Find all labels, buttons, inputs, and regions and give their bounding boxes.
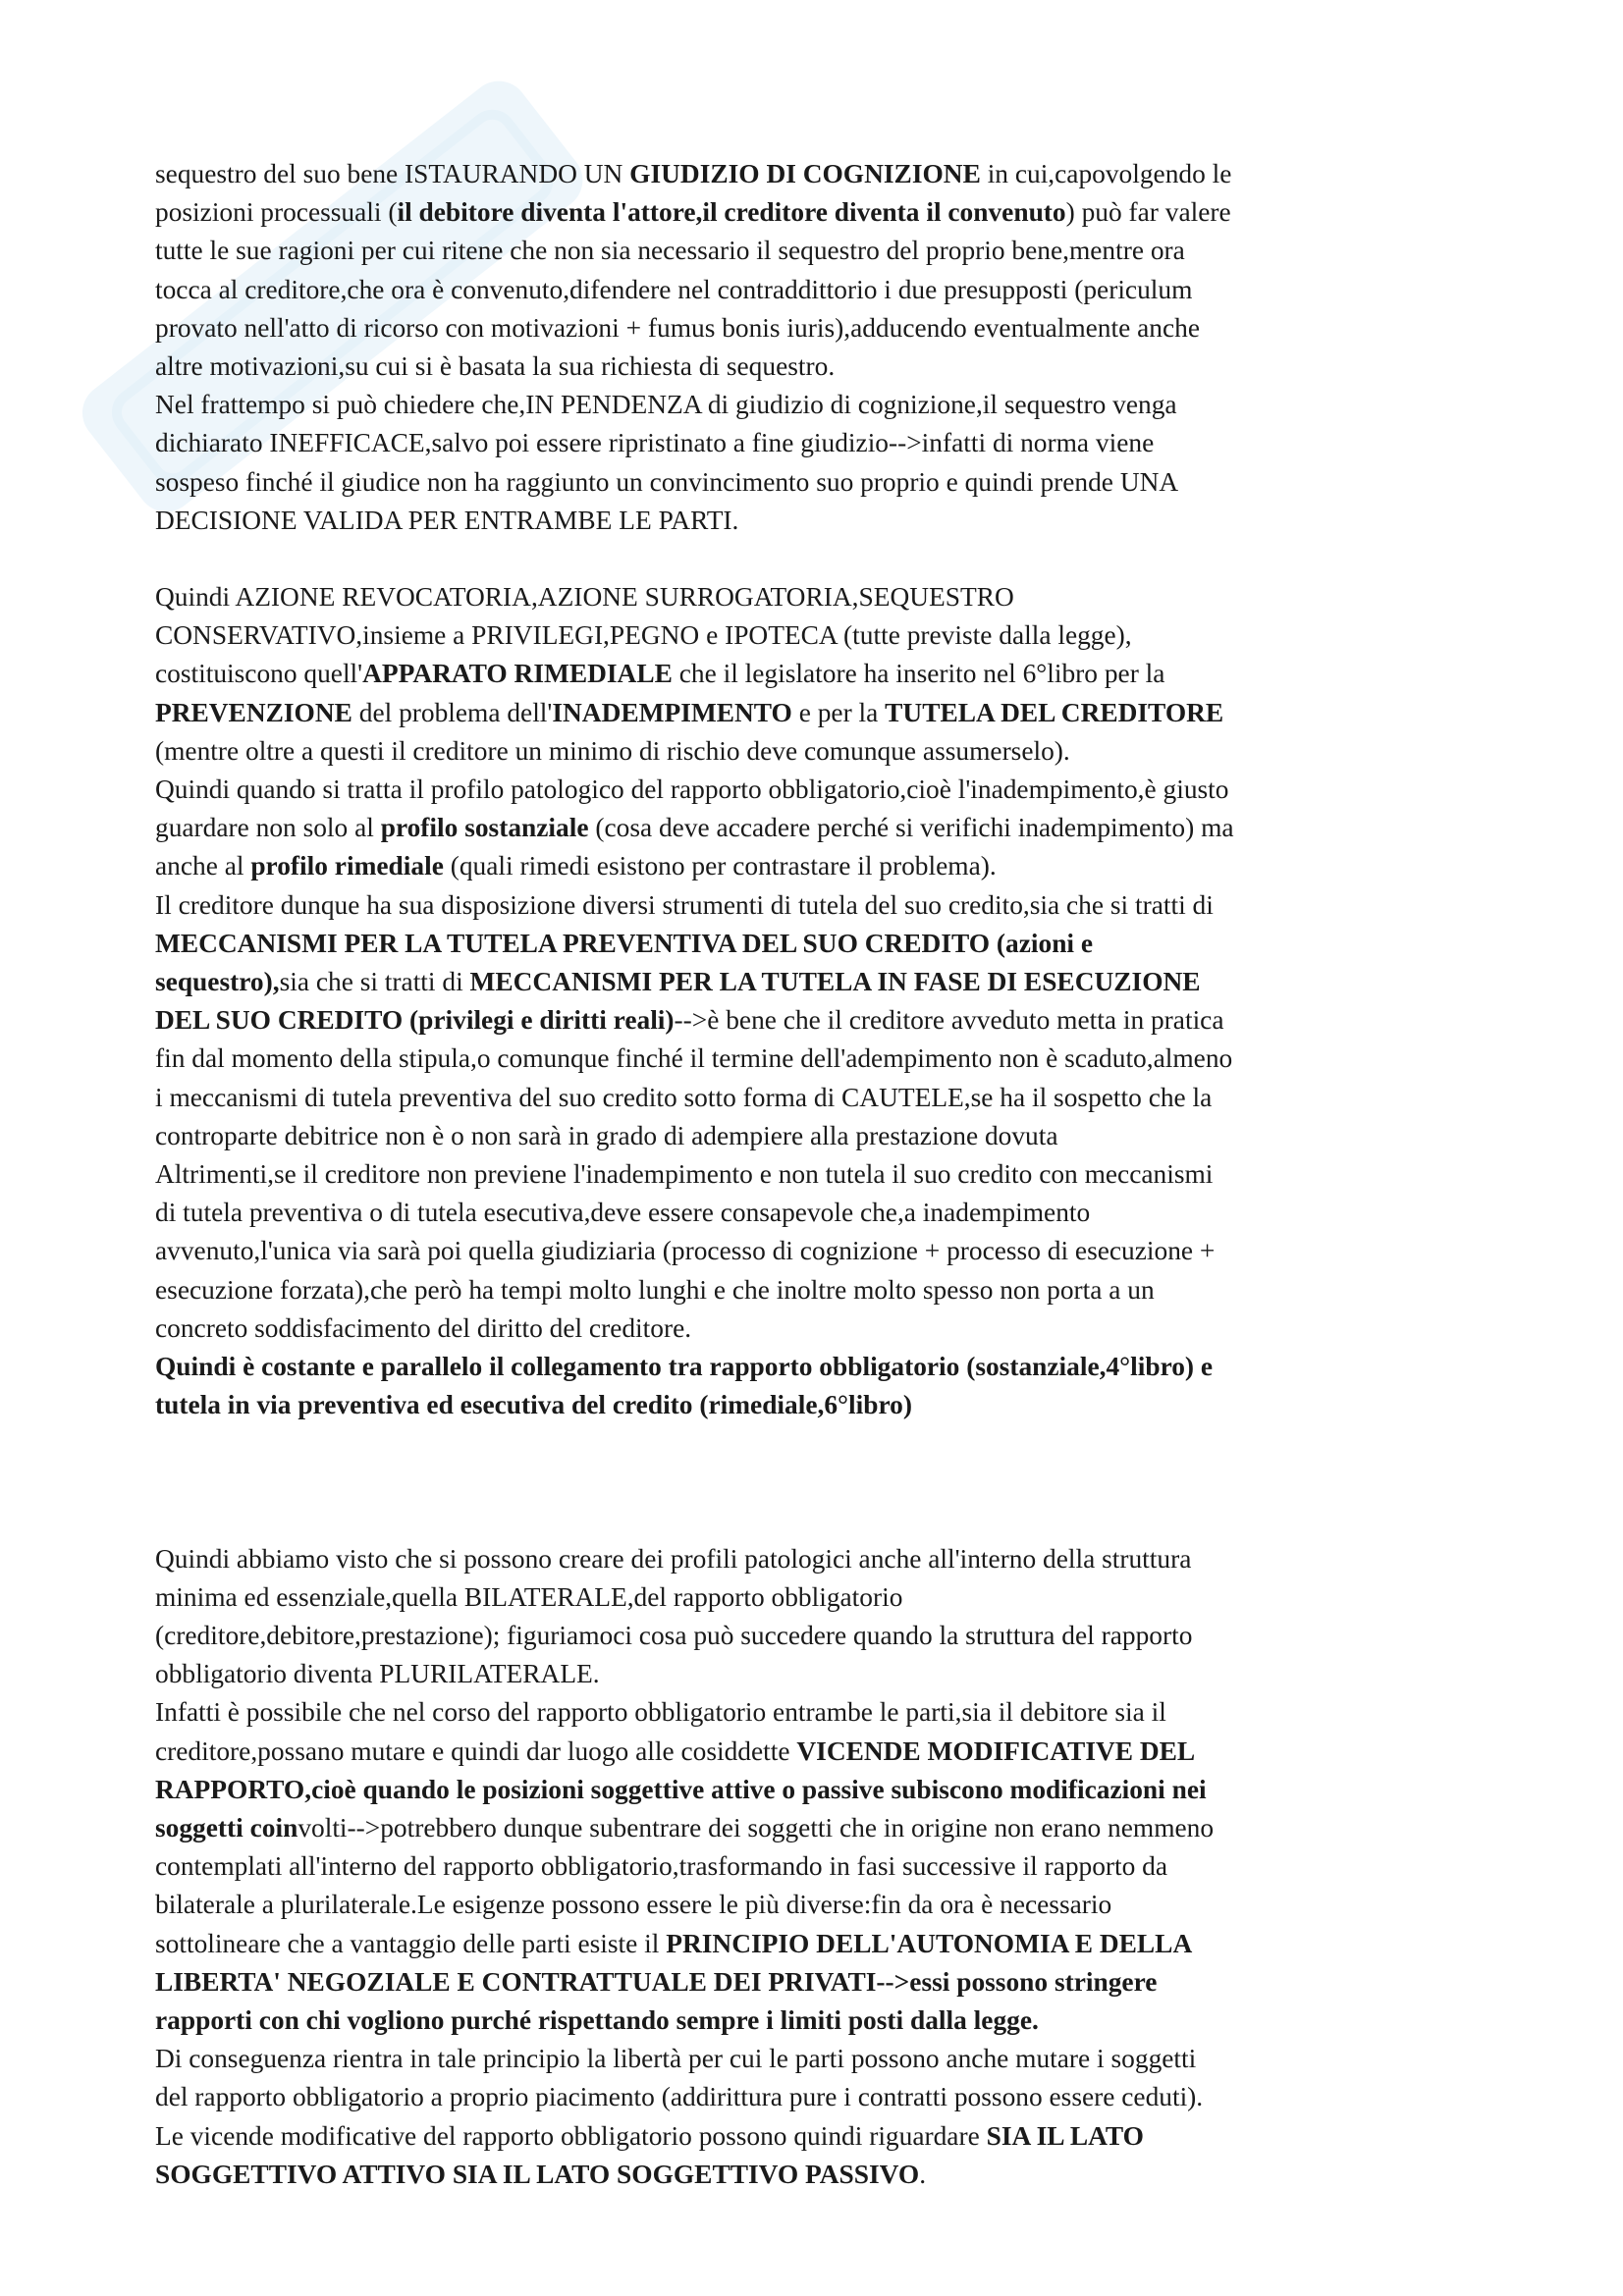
text-run: bilaterale a plurilaterale.Le esigenze possono essere le più diverse:fin da ora è necessario xyxy=(155,1890,1112,1920)
paragraph xyxy=(155,771,1490,886)
bold-text-run: APPARATO RIMEDIALE xyxy=(362,659,673,689)
text-run: (creditore,debitore,prestazione); figuriamoci cosa può succedere quando la struttura del rapporto xyxy=(155,1620,1193,1650)
bold-text-run: RAPPORTO,cioè quando le posizioni soggettive attive o passive subiscono modificazioni nei xyxy=(155,1774,1207,1804)
paragraph xyxy=(155,155,1490,386)
bold-text-run: rapporti con chi vogliono purché rispettando sempre i limiti posti dalla legge. xyxy=(155,2004,1039,2035)
text-run: contemplati all'interno del rapporto obbligatorio,trasformando in fasi successive il rapporto da xyxy=(155,1851,1168,1882)
text-run: (quali rimedi esistono per contrastare il problema). xyxy=(443,851,997,881)
bold-text-run: SOGGETTIVO ATTIVO SIA IL LATO SOGGETTIVO PASSIVO xyxy=(155,2159,920,2189)
text-run: Quindi quando si tratta il profilo patologico del rapporto obbligatorio,cioè l'inadempimento,è giusto xyxy=(155,774,1229,805)
text-run: fin dal momento della stipula,o comunque finché il termine dell'adempimento non è scaduto,almeno xyxy=(155,1043,1233,1074)
text-run: ) può far valere xyxy=(1065,197,1231,228)
paragraph xyxy=(155,2040,1490,2116)
text-run: sequestro del suo bene ISTAURANDO UN xyxy=(155,159,630,188)
bold-text-run: MECCANISMI PER LA TUTELA IN FASE DI ESECUZIONE xyxy=(469,967,1201,997)
bold-text-run: il debitore diventa l'attore,il creditore diventa il convenuto xyxy=(397,197,1066,228)
paragraph-gap xyxy=(155,540,1490,578)
text-run: provato nell'atto di ricorso con motivazioni + fumus bonis iuris),adducendo eventualmente anche xyxy=(155,312,1200,343)
document-body xyxy=(155,155,1490,2194)
text-run: creditore,possano mutare e quindi dar luogo alle cosiddette xyxy=(155,1735,797,1766)
paragraph xyxy=(155,1348,1490,1424)
bold-text-run: Quindi è costante e parallelo il collegamento tra rapporto obbligatorio (sostanziale,4°libro) e xyxy=(155,1352,1214,1382)
text-run: CONSERVATIVO,insieme a PRIVILEGI,PEGNO e IPOTECA (tutte previste dalla legge), xyxy=(155,620,1132,651)
bold-text-run: tutela in via preventiva ed esecutiva del credito (rimediale,6°libro) xyxy=(155,1390,912,1420)
text-run: volti-->potrebbero dunque subentrare dei soggetti che in origine non erano nemmeno xyxy=(298,1812,1215,1842)
text-run: Infatti è possibile che nel corso del rapporto obbligatorio entrambe le parti,sia il debitore sia il xyxy=(155,1697,1166,1728)
text-run: Quindi abbiamo visto che si possono creare dei profili patologici anche all'interno della struttura xyxy=(155,1543,1192,1574)
paragraph xyxy=(155,886,1490,1155)
bold-text-run: INADEMPIMENTO xyxy=(552,697,792,727)
text-run: i meccanismi di tutela preventiva del suo credito sotto forma di CAUTELE,se ha il sospetto che la xyxy=(155,1082,1213,1112)
text-run: tocca al creditore,che ora è convenuto,difendere nel contraddittorio i due presupposti (periculum xyxy=(155,274,1193,304)
text-run: posizioni processuali ( xyxy=(155,197,398,228)
bold-text-run: VICENDE MODIFICATIVE DEL xyxy=(796,1735,1196,1766)
text-run: di tutela preventiva o di tutela esecutiva,deve essere consapevole che,a inadempimento xyxy=(155,1198,1091,1228)
paragraph-gap xyxy=(155,1425,1490,1540)
text-run: avvenuto,l'unica via sarà poi quella giudiziaria (processo di cognizione + processo di esecuzione + xyxy=(155,1236,1216,1266)
text-run: Il creditore dunque ha sua disposizione diversi strumenti di tutela del suo credito,sia che si tratti di xyxy=(155,889,1214,920)
text-run: dichiarato INEFFICACE,salvo poi essere ripristinato a fine giudizio-->infatti di norma viene xyxy=(155,428,1155,458)
bold-text-run: profilo sostanziale xyxy=(380,813,589,843)
bold-text-run: sequestro), xyxy=(155,967,280,997)
text-run: anche al xyxy=(155,851,251,881)
bold-text-run: PREVENZIONE xyxy=(155,697,352,727)
bold-text-run: MECCANISMI PER LA TUTELA PREVENTIVA DEL SUO CREDITO (azioni e xyxy=(155,928,1094,958)
paragraph xyxy=(155,1540,1490,1694)
text-run: tutte le sue ragioni per cui ritene che non sia necessario il sequestro del proprio bene,mentre ora xyxy=(155,236,1185,266)
text-run: concreto soddisfacimento del diritto del creditore. xyxy=(155,1312,692,1343)
text-run: minima ed essenziale,quella BILATERALE,del rapporto obbligatorio xyxy=(155,1581,903,1612)
text-run: (cosa deve accadere perché si verifichi inadempimento) ma xyxy=(588,813,1234,843)
bold-text-run: PRINCIPIO DELL'AUTONOMIA E DELLA xyxy=(666,1928,1193,1958)
text-run: -->è bene che il creditore avveduto metta in pratica xyxy=(674,1005,1224,1036)
text-run: guardare non solo al xyxy=(155,813,381,843)
text-run: DECISIONE VALIDA PER ENTRAMBE LE PARTI. xyxy=(155,505,739,535)
text-run: sottolineare che a vantaggio delle parti esiste il xyxy=(155,1928,667,1958)
text-run: in cui,capovolgendo le xyxy=(980,159,1232,188)
paragraph xyxy=(155,386,1490,540)
text-run: sia che si tratti di xyxy=(279,967,470,997)
text-run: Le vicende modificative del rapporto obbligatorio possono quindi riguardare xyxy=(155,2120,987,2151)
bold-text-run: TUTELA DEL CREDITORE xyxy=(885,697,1224,727)
bold-text-run: DEL SUO CREDITO (privilegi e diritti reali) xyxy=(155,1005,675,1036)
text-run: Di conseguenza rientra in tale principio la libertà per cui le parti possono anche mutare i soggetti xyxy=(155,2044,1197,2074)
text-run: del rapporto obbligatorio a proprio piacimento (addirittura pure i contratti possono essere ceduti). xyxy=(155,2082,1204,2112)
text-run: e per la xyxy=(791,697,886,727)
text-run: altre motivazioni,su cui si è basata la sua richiesta di sequestro. xyxy=(155,351,836,382)
bold-text-run: profilo rimediale xyxy=(250,851,444,881)
text-run: . xyxy=(919,2159,927,2189)
text-run: (mentre oltre a questi il creditore un minimo di rischio deve comunque assumerselo). xyxy=(155,735,1070,766)
paragraph xyxy=(155,578,1490,771)
text-run: controparte debitrice non è o non sarà in grado di adempiere alla prestazione dovuta xyxy=(155,1120,1058,1150)
text-run: Altrimenti,se il creditore non previene l'inadempimento e non tutela il suo credito con meccanismi xyxy=(155,1159,1214,1190)
text-run: esecuzione forzata),che però ha tempi molto lunghi e che inoltre molto spesso non porta a un xyxy=(155,1274,1155,1305)
bold-text-run: SIA IL LATO xyxy=(986,2120,1144,2151)
text-run: sospeso finché il giudice non ha raggiunto un convincimento suo proprio e quindi prende UNA xyxy=(155,466,1179,497)
text-run: obbligatorio diventa PLURILATERALE. xyxy=(155,1659,600,1689)
paragraph xyxy=(155,1693,1490,2040)
bold-text-run: GIUDIZIO DI COGNIZIONE xyxy=(629,159,981,188)
paragraph xyxy=(155,1155,1490,1348)
text-run: Nel frattempo si può chiedere che,IN PENDENZA di giudizio di cognizione,il sequestro venga xyxy=(155,390,1177,420)
text-run: del problema dell' xyxy=(352,697,553,727)
text-run: costituiscono quell' xyxy=(155,659,363,689)
paragraph xyxy=(155,2117,1490,2194)
bold-text-run: LIBERTA' NEGOZIALE E CONTRATTUALE DEI PRIVATI-->essi possono stringere xyxy=(155,1966,1158,1997)
text-run: Quindi AZIONE REVOCATORIA,AZIONE SURROGATORIA,SEQUESTRO xyxy=(155,582,1014,613)
text-run: che il legislatore ha inserito nel 6°libro per la xyxy=(672,659,1165,689)
bold-text-run: soggetti coin xyxy=(155,1812,298,1842)
